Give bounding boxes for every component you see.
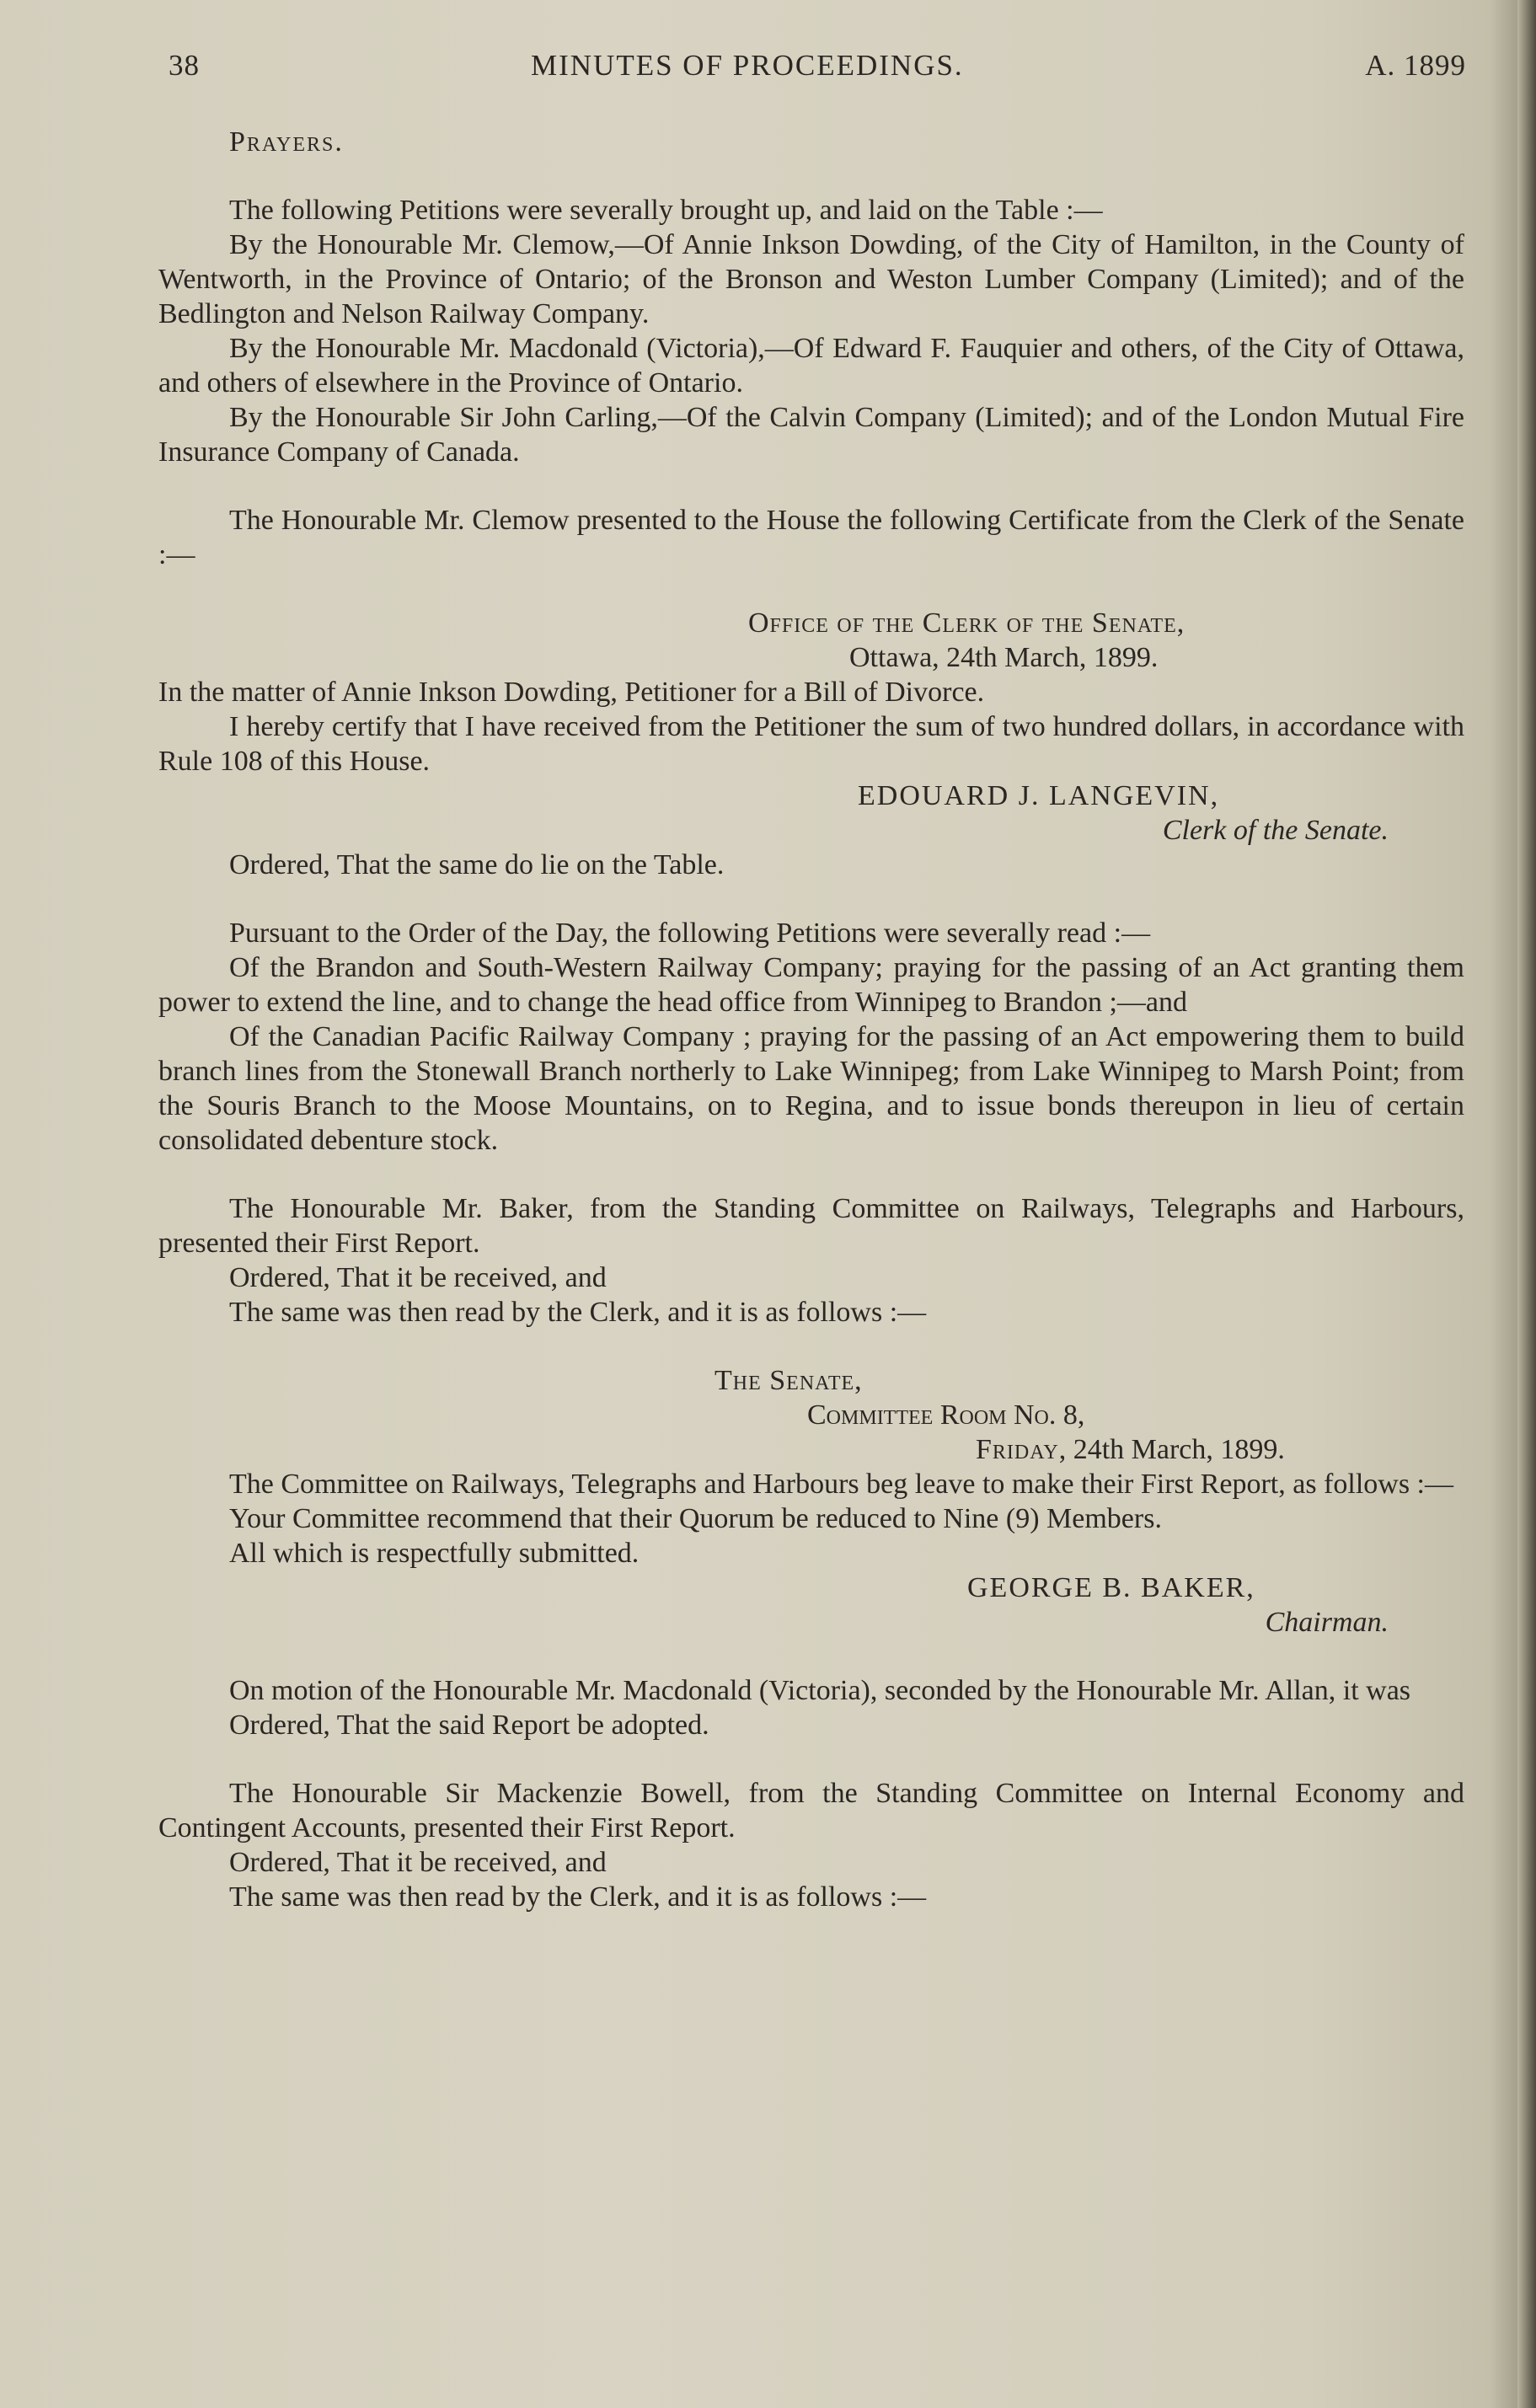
- paragraph-petitions-intro: The following Petitions were severally brought up, and laid on the Table :—: [229, 195, 1103, 226]
- paragraph-report-adopted: Ordered, That the said Report be adopted.: [229, 1710, 709, 1741]
- report-signature-name: GEORGE B. BAKER,: [967, 1572, 1255, 1603]
- page-edge-shadow: [1517, 0, 1536, 2408]
- certificate-text: I hereby certify that I have received from the Petitioner the sum of two hundred dollars, in accordance with Rule 108 of this House.: [158, 711, 1464, 777]
- paragraph-petition-clemow: By the Honourable Mr. Clemow,—Of Annie Inkson Dowding, of the City of Hamilton, in the County of Wentworth, in the Province of Ontario; of the Bronson and Weston Lumber Company (Limited); and of the Bedlington and Nelson Railway Company.: [158, 229, 1464, 329]
- running-title: MINUTES OF PROCEEDINGS.: [531, 49, 964, 82]
- report-intro: The Committee on Railways, Telegraphs and Harbours beg leave to make their First Report, as follows :—: [229, 1469, 1454, 1500]
- report-body: Your Committee recommend that their Quorum be reduced to Nine (9) Members.: [229, 1503, 1162, 1534]
- report-committee-room: Committee Room No. 8,: [807, 1399, 1085, 1431]
- header-year: A. 1899: [1365, 49, 1466, 82]
- paragraph-petition-carling: By the Honourable Sir John Carling,—Of the Calvin Company (Limited); and of the London Mutual Fire Insurance Company of Canada.: [158, 402, 1464, 468]
- report-signature-title: Chairman.: [1265, 1607, 1389, 1638]
- page-body: [158, 125, 1464, 1914]
- certificate-date: Ottawa, 24th March, 1899.: [849, 642, 1159, 673]
- report-day-name: Friday: [976, 1434, 1059, 1465]
- report-senate: The Senate,: [714, 1365, 863, 1396]
- certificate-office: Office of the Clerk of the Senate,: [748, 607, 1185, 639]
- page-number: 38: [169, 49, 200, 82]
- paragraph-read-by-clerk-2: The same was then read by the Clerk, and it is as follows :—: [229, 1881, 927, 1913]
- paragraph-order-of-day: Pursuant to the Order of the Day, the following Petitions were severally read :—: [229, 918, 1151, 949]
- report-date: [158, 1432, 1464, 1467]
- paragraph-motion-macdonald: On motion of the Honourable Mr. Macdonald (Victoria), seconded by the Honourable Mr. Allan, it was: [229, 1675, 1411, 1706]
- certificate-signature-name: EDOUARD J. LANGEVIN,: [858, 780, 1220, 811]
- paragraph-bowell-report: The Honourable Sir Mackenzie Bowell, from the Standing Committee on Internal Economy and Contingent Accounts, presented their First Report.: [158, 1778, 1464, 1843]
- paragraph-canadian-pacific: Of the Canadian Pacific Railway Company ; praying for the passing of an Act empowering them to build branch lines from the Stonewall Branch northerly to Lake Winnipeg; from Lake Winnipeg to Marsh Point; from the Souris Branch to the Moose Mountains, on to Regina, and to issue bonds thereupon in lieu of certain consolidated debenture stock.: [158, 1021, 1464, 1156]
- certificate-matter: In the matter of Annie Inkson Dowding, Petitioner for a Bill of Divorce.: [158, 677, 985, 708]
- running-header: [169, 49, 1466, 91]
- paragraph-brandon-railway: Of the Brandon and South-Western Railway Company; praying for the passing of an Act granting them power to extend the line, and to change the head office from Winnipeg to Brandon ;—and: [158, 952, 1464, 1018]
- paragraph-ordered-received-2: Ordered, That it be received, and: [229, 1847, 607, 1878]
- paragraph-ordered-received: Ordered, That it be received, and: [229, 1262, 607, 1293]
- paragraph-ordered-lie-on-table: Ordered, That the same do lie on the Table.: [229, 849, 725, 880]
- certificate-signature-title: Clerk of the Senate.: [1162, 815, 1389, 846]
- report-day-rest: , 24th March, 1899.: [1058, 1434, 1285, 1465]
- paragraph-certificate-intro: The Honourable Mr. Clemow presented to the House the following Certificate from the Clerk of the Senate :—: [158, 505, 1464, 570]
- report-submitted: All which is respectfully submitted.: [229, 1538, 640, 1569]
- paragraph-baker-report: The Honourable Mr. Baker, from the Standing Committee on Railways, Telegraphs and Harbours, presented their First Report.: [158, 1193, 1464, 1259]
- paragraph-read-by-clerk: The same was then read by the Clerk, and it is as follows :—: [229, 1297, 927, 1328]
- section-heading-prayers: Prayers.: [229, 126, 344, 158]
- paragraph-petition-macdonald: By the Honourable Mr. Macdonald (Victoria),—Of Edward F. Fauquier and others, of the City of Ottawa, and others of elsewhere in the Province of Ontario.: [158, 333, 1464, 399]
